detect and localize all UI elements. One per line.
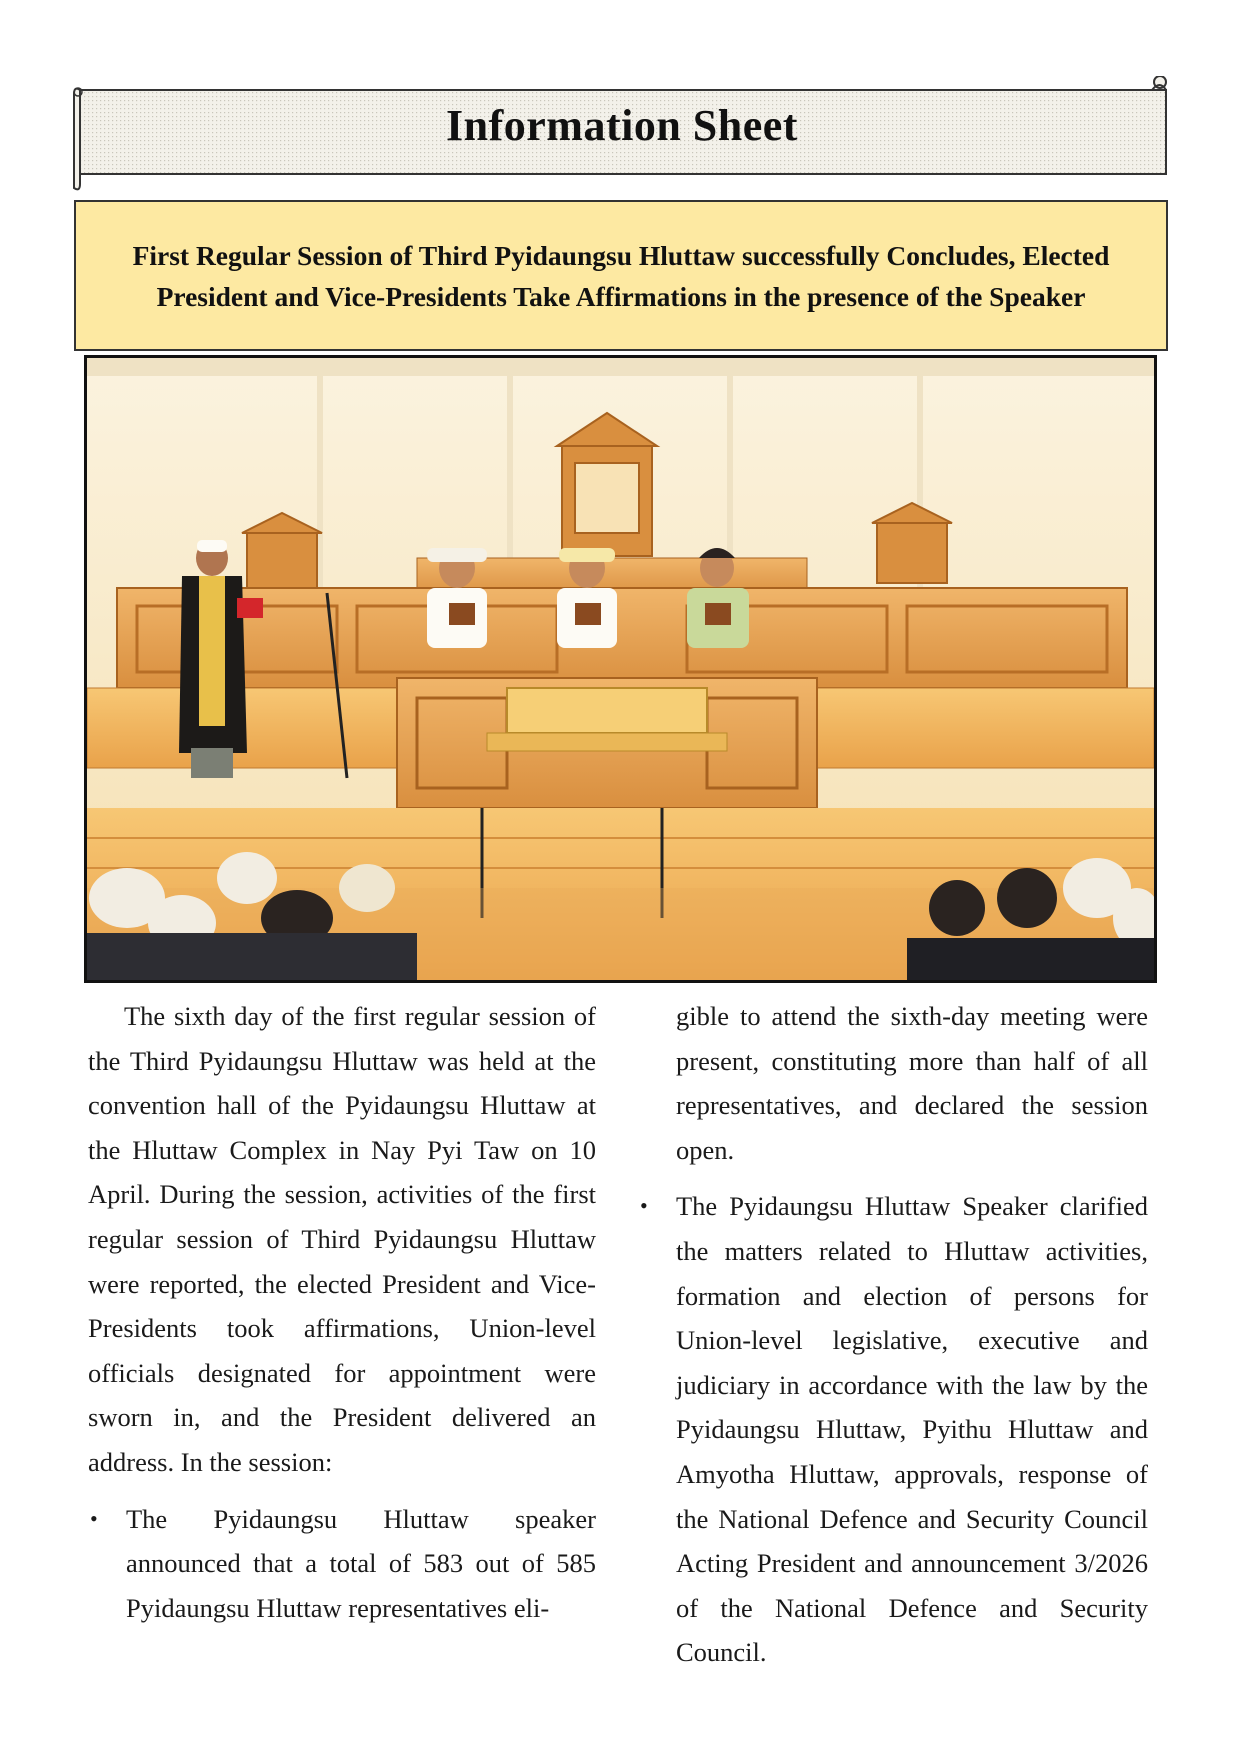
bullet-text: The Pyidaungsu Hluttaw speaker announced that a total of 583 out of 585 Pyidaungsu Hluttaw representatives eli-	[126, 1503, 596, 1623]
bullet-icon: •	[640, 1193, 648, 1219]
parliament-hall-photo	[84, 355, 1157, 983]
page-title: Information Sheet	[446, 101, 798, 150]
bullet-continuation	[638, 994, 1148, 1172]
article-intro: The sixth day of the first regular session of the Third Pyidaungsu Hluttaw was held at the convention hall of the Pyidaungsu Hluttaw at the Hluttaw Complex in Nay Pyi Taw on 10 April. During the session, activities of the first regular session of Third Pyidaungsu Hluttaw were reported, the elected President and Vice-Presidents took affirmations, Union-level officials designated for appointment were sworn in, and the President delivered an address. In the session:	[88, 1001, 596, 1477]
bullet-icon: •	[90, 1505, 98, 1531]
article-column-left	[88, 994, 596, 1630]
bullet-text-continued: gible to attend the sixth-day meeting were present, constituting more than half of all representatives, and declared the session open.	[676, 1001, 1148, 1165]
photo-illustration	[87, 358, 1154, 980]
title-banner	[72, 76, 1172, 194]
bullet-text: The Pyidaungsu Hluttaw Speaker clarified the matters related to Hluttaw activities, formation and election of persons for Union-level legislative, executive and judiciary in accordance with the law by the Pyidaungsu Hluttaw, Pyithu Hluttaw and Amyotha Hluttaw, approvals, response of the National Defence and Security Council Acting President and announcement 3/2026 of the National Defence and Security Council.	[676, 1191, 1148, 1668]
list-item	[88, 1497, 596, 1631]
list-item	[638, 1184, 1148, 1675]
article-column-right	[638, 994, 1148, 1675]
headline-box: First Regular Session of Third Pyidaungsu Hluttaw successfully Concludes, Elected President and Vice-Presidents Take Affirmations in the presence of the Speaker	[74, 200, 1168, 351]
